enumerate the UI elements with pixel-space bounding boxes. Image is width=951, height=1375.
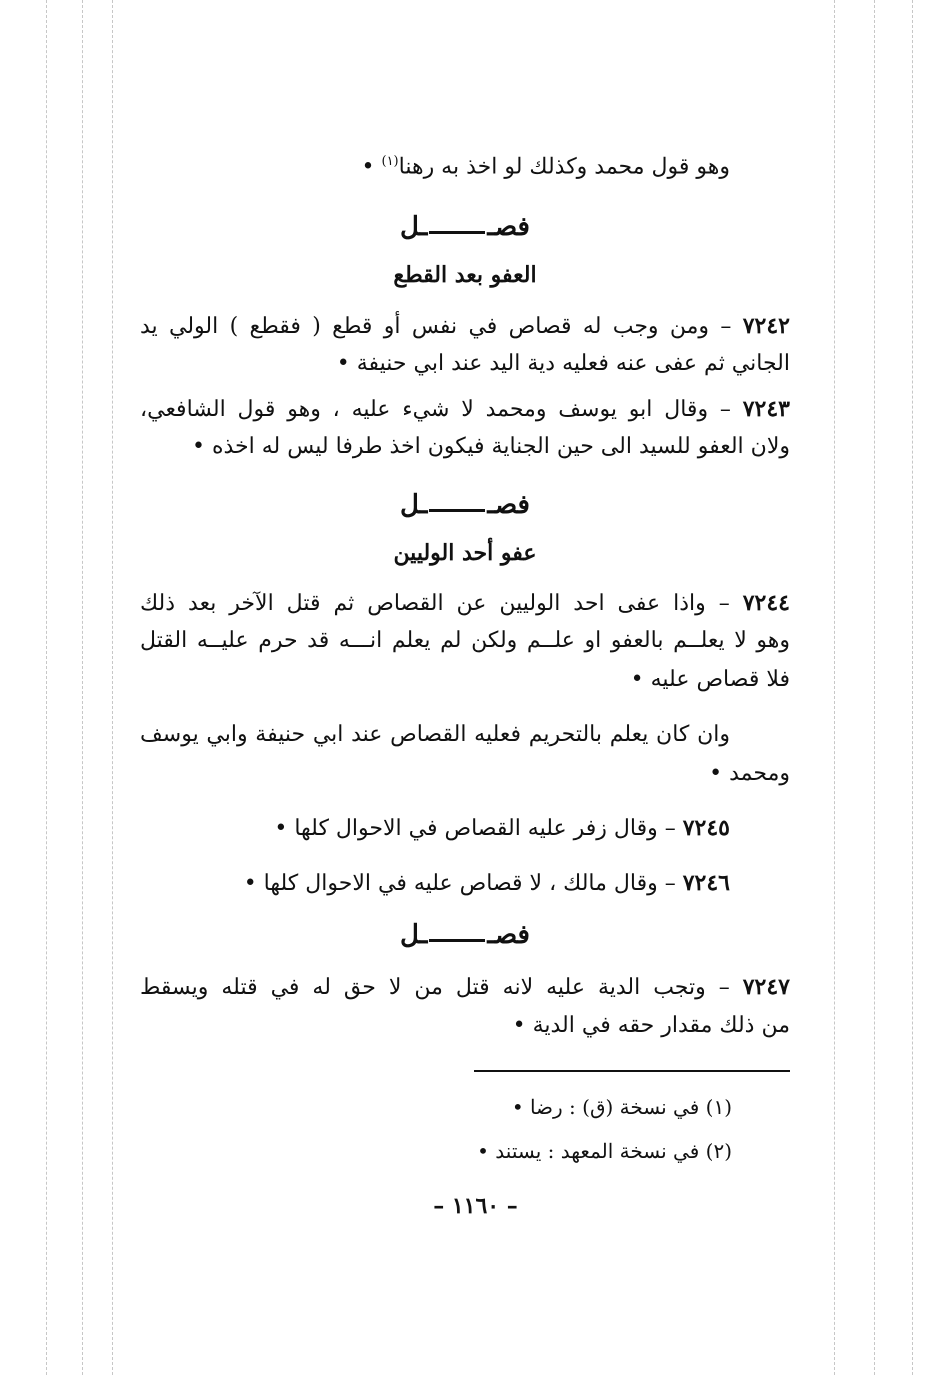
heading-start: فصـ	[487, 212, 530, 242]
heading-end: ـل	[400, 490, 428, 520]
paragraph-number: ٧٢٤٢	[742, 313, 790, 339]
continuation-end: •	[361, 154, 382, 180]
paragraph-number: ٧٢٤٥	[682, 815, 730, 841]
paragraph-line: فلا قصاص عليه •	[630, 667, 790, 692]
paragraph-text: – وقال مالك ، لا قصاص عليه في الاحوال كلها •	[243, 871, 683, 896]
scan-guide-line	[874, 0, 875, 1375]
paragraph-number: ٧٢٤٧	[742, 974, 790, 1000]
paragraph-line: وان كان يعلم بالتحريم فعليه القصاص عند ابي حنيفة وابي يوسف	[140, 722, 730, 747]
page-number: – ١١٦٠ –	[433, 1193, 518, 1219]
footnote-1: (١) في نسخة (ق) : رضا •	[511, 1095, 732, 1119]
paragraph-line: ومحمد •	[709, 761, 790, 786]
heading-end: ـل	[400, 212, 428, 242]
footnote-2: (٢) في نسخة المعهد : يستند •	[477, 1139, 732, 1163]
paragraph-text: – وقال زفر عليه القصاص في الاحوال كلها •	[274, 816, 683, 841]
continuation-text: وهو قول محمد وكذلك لو اخذ به رهنا	[398, 154, 730, 180]
heading-end: ـل	[400, 920, 428, 950]
section-subheading: عفو أحد الوليين	[393, 540, 537, 566]
paragraph-text: – واذا عفى احد الوليين عن القصاص ثم قتل الآخر بعد ذلك	[140, 591, 743, 616]
paragraph-line: من ذلك مقدار حقه في الدية •	[512, 1013, 790, 1038]
scan-guide-line	[112, 0, 113, 1375]
paragraph-text: – وقال ابو يوسف ومحمد لا شيء عليه ، وهو قول الشافعي،	[140, 397, 743, 422]
paragraph-line: وهو لا يعلــم بالعفو او علــم ولكن لم يعلم انـــه قد حرم عليــه القتل	[140, 628, 790, 653]
paragraph-line: ولان العفو للسيد الى حين الجناية فيكون اخذ طرفا ليس له اخذه •	[192, 434, 790, 459]
footnotes-block	[140, 0, 790, 1375]
scan-guide-line	[46, 0, 47, 1375]
paragraph-number: ٧٢٤٤	[742, 590, 790, 616]
paragraph-number: ٧٢٤٣	[742, 396, 790, 422]
scan-guide-line	[82, 0, 83, 1375]
scan-guide-line	[912, 0, 913, 1375]
heading-start: فصـ	[487, 920, 530, 950]
paragraph-line: الجاني ثم عفى عنه فعليه دية اليد عند ابي حنيفة •	[336, 351, 790, 376]
scan-guide-line	[834, 0, 835, 1375]
paragraph-text: – ومن وجب له قصاص في نفس أو قطع ( فقطع ) الولي يد	[140, 314, 743, 339]
section-subheading: العفو بعد القطع	[393, 262, 537, 288]
paragraph-number: ٧٢٤٦	[682, 870, 730, 896]
paragraph-text: – وتجب الدية عليه لانه قتل من لا حق له في قتله ويسقط	[140, 975, 743, 1000]
heading-start: فصـ	[487, 490, 530, 520]
footnote-ref-1: (١)	[381, 154, 399, 169]
